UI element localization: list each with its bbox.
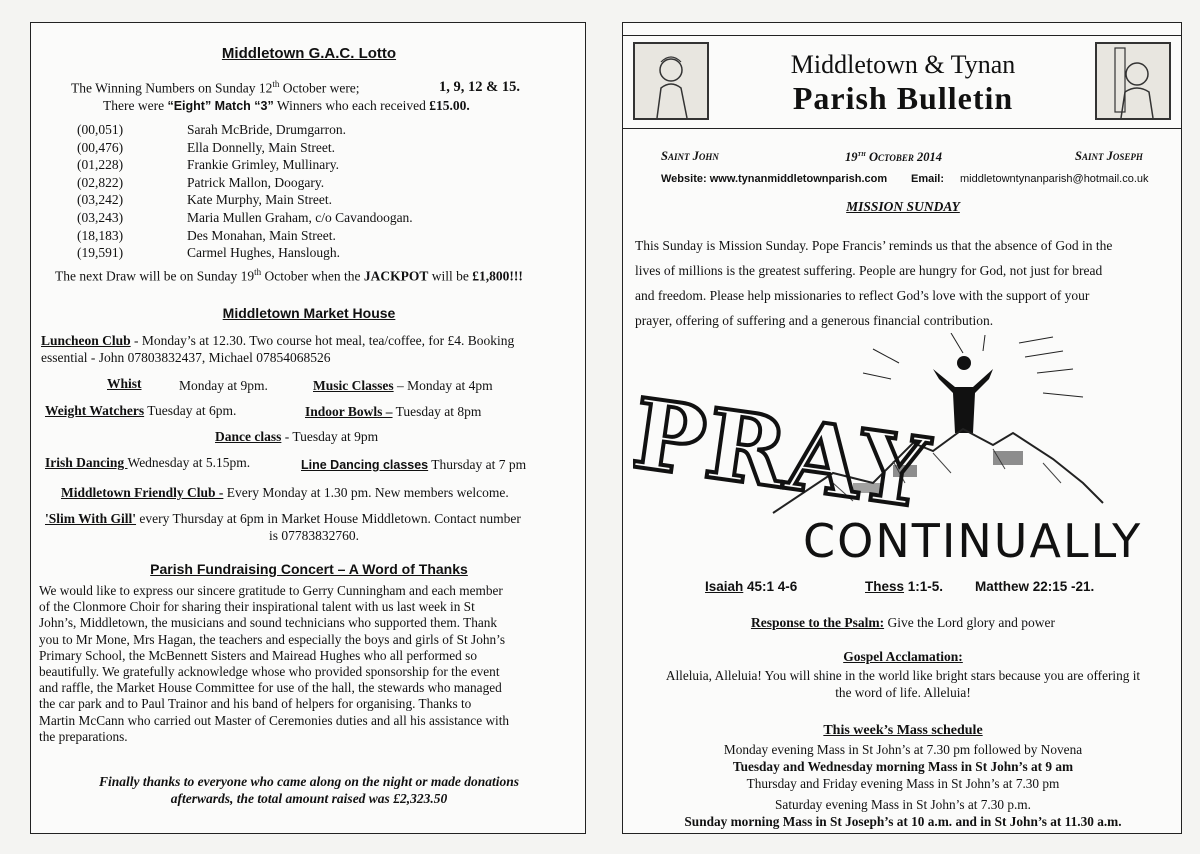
winners-line: There were “Eight” Match “3” Winners who each received £15.00. — [103, 98, 470, 113]
irish-dancing: Irish Dancing Wednesday at 5.15pm. — [45, 455, 251, 470]
market-house-title: Middletown Market House — [222, 305, 396, 321]
mission-line: This Sunday is Mission Sunday. Pope Francis’ reminds us that the absence of God in the — [635, 238, 1113, 253]
winner-row — [77, 244, 413, 262]
masthead-line1: Middletown & Tynan — [790, 50, 1016, 79]
concert-line: you to Mr Mone, Mrs Hagan, the teachers and especially the boys and girls of St John’s — [39, 631, 506, 647]
mass-line: Monday evening Mass in St John’s at 7.30 pm followed by Novena — [723, 742, 1083, 757]
saint-john-icon — [633, 42, 709, 120]
winner-number: (02,822) — [77, 174, 124, 190]
website-line: Website: www.tynanmiddletownparish.com — [661, 173, 888, 185]
masthead — [623, 35, 1181, 129]
concert-text — [39, 583, 584, 745]
bulletin-date: 19th October 2014 — [845, 149, 942, 165]
concert-line: Martin McCann who carried out Master of Ceremonies duties and all his assistance with — [39, 712, 510, 728]
winner-number: (03,242) — [77, 192, 124, 208]
gospel-acclamation-text: Alleluia, Alleluia! You will shine in the world like bright stars because you are offering it the word of life. Alleluia! — [665, 668, 1141, 700]
concert-line: John’s, Middletown, the musicians and sound technicians who supported them. Thank — [39, 615, 498, 631]
music-classes: Music Classes – Monday at 4pm — [313, 378, 493, 393]
sunday-mass: Sunday morning Mass in St Joseph’s at 10 a.m. and in St John’s at 11.30 a.m. — [684, 814, 1122, 829]
winner-row — [77, 174, 413, 192]
saturday-mass: Saturday evening Mass in St John’s at 7.30 p.m. — [775, 797, 1031, 812]
weight-watchers: Weight Watchers Tuesday at 6pm. — [45, 403, 237, 418]
winner-name: Frankie Grimley, Mullinary. — [187, 157, 339, 173]
concert-title: Parish Fundraising Concert – A Word of Thanks — [150, 561, 468, 577]
concert-line: the car park and to Paul Trainor and his band of helpers for organising. Thanks to — [39, 696, 472, 712]
concert-line: and raffle, the Market House Committee for use of the hall, the stewards who managed — [39, 680, 502, 696]
luncheon-contact: essential - John 07803832437, Michael 07854068526 — [41, 350, 331, 365]
friendly-club: Middletown Friendly Club - Every Monday at 1.30 pm. New members welcome. — [61, 485, 509, 500]
whist: Whist — [107, 376, 142, 391]
winner-number: (01,228) — [77, 157, 124, 173]
gospel-acclamation-title: Gospel Acclamation: — [843, 649, 963, 664]
winner-name: Kate Murphy, Main Street. — [187, 192, 332, 208]
winner-row — [77, 156, 413, 174]
left-page — [30, 22, 586, 834]
dance-class: Dance class - Tuesday at 9pm — [215, 429, 379, 444]
winner-number: (00,476) — [77, 139, 124, 155]
winner-name: Patrick Mallon, Doogary. — [187, 174, 325, 190]
winner-row — [77, 227, 413, 245]
psalm-response: Response to the Psalm: Give the Lord glory and power — [750, 615, 1056, 630]
line-dancing: Line Dancing classes Thursday at 7 pm — [301, 457, 527, 472]
mission-line: prayer, offering of suffering and a generous financial contribution. — [635, 313, 994, 328]
concert-line: beautifully. We gratefully acknowledge whose who provided sponsorship for the event — [39, 664, 500, 680]
winning-numbers: 1, 9, 12 & 15. — [439, 79, 520, 95]
finally-thanks: Finally thanks to everyone who came along on the night or made donations afterwards, the total amount raised was £2,323.50 — [98, 774, 520, 806]
lotto-title: Middletown G.A.C. Lotto — [221, 45, 397, 62]
winner-name: Des Monahan, Main Street. — [187, 227, 336, 243]
concert-line: We would like to express our sincere gratitude to Gerry Cunningham and each member — [39, 583, 503, 598]
indoor-bowls: Indoor Bowls – Tuesday at 8pm — [305, 404, 482, 419]
pray-word: PRAY — [633, 376, 937, 531]
slim-with-gill: 'Slim With Gill' every Thursday at 6pm in Market House Middletown. Contact number — [45, 511, 521, 526]
winner-number: (00,051) — [77, 122, 124, 137]
mission-sunday-title: MISSION SUNDAY — [846, 199, 960, 214]
winner-name: Carmel Hughes, Hanslough. — [187, 245, 340, 261]
concert-line: Primary School, the McBennett Sisters and Mairead Hughes who all performed so — [39, 647, 477, 663]
winner-number: (03,243) — [77, 209, 124, 225]
winner-row — [77, 191, 413, 209]
slim-contact: is 07783832760. — [269, 528, 360, 543]
pray-continually-artwork — [633, 333, 1173, 573]
winners-list — [77, 121, 413, 262]
masthead-line2: Parish Bulletin — [792, 80, 1014, 116]
saint-joseph-label: Saint Joseph — [1075, 149, 1143, 163]
email-line: Email: middletowntynanparish@hotmail.co.uk — [911, 173, 1149, 185]
winner-number: (19,591) — [77, 245, 124, 261]
winner-row — [77, 139, 413, 157]
next-draw-line: The next Draw will be on Sunday 19th October when the JACKPOT will be £1,800!!! — [55, 267, 523, 284]
reading-thess: Thess 1:1-5. — [865, 579, 944, 594]
mission-text — [635, 233, 1175, 333]
mass-line: Tuesday and Wednesday morning Mass in St John’s at 9 am — [732, 759, 1074, 774]
winner-name: Sarah McBride, Drumgarron. — [187, 122, 346, 137]
mass-schedule-title: This week’s Mass schedule — [823, 723, 983, 738]
luncheon-club: Luncheon Club - Monday’s at 12.30. Two course hot meal, tea/coffee, for £4. Booking — [41, 333, 515, 348]
saint-joseph-icon — [1095, 42, 1171, 120]
winner-row — [77, 209, 413, 227]
whist-time: Monday at 9pm. — [179, 378, 268, 393]
mass-schedule — [623, 741, 1183, 792]
winner-row — [77, 121, 413, 139]
reading-isaiah: Isaiah 45:1 4-6 — [705, 579, 798, 594]
mission-line: and freedom. Please help missionaries to reflect God’s love with the support of your — [635, 288, 1090, 303]
winner-name: Maria Mullen Graham, c/o Cavandoogan. — [187, 209, 413, 225]
winner-name: Ella Donnelly, Main Street. — [187, 139, 335, 155]
right-page — [622, 22, 1182, 834]
concert-line: the preparations. — [39, 728, 128, 744]
continually-word: CONTINUALLY — [803, 514, 1143, 568]
winner-number: (18,183) — [77, 227, 124, 243]
concert-line: of the Clonmore Choir for sharing their inspirational talent with us last week in St — [39, 599, 475, 615]
winning-numbers-line: The Winning Numbers on Sunday 12th October were; — [71, 79, 360, 96]
mission-line: lives of millions is the greatest suffering. People are hungry for God, not just for bread — [635, 263, 1103, 278]
saint-john-label: Saint John — [661, 149, 719, 163]
reading-matthew: Matthew 22:15 -21. — [975, 579, 1095, 594]
mass-line: Thursday and Friday evening Mass in St John’s at 7.30 pm — [746, 776, 1060, 791]
